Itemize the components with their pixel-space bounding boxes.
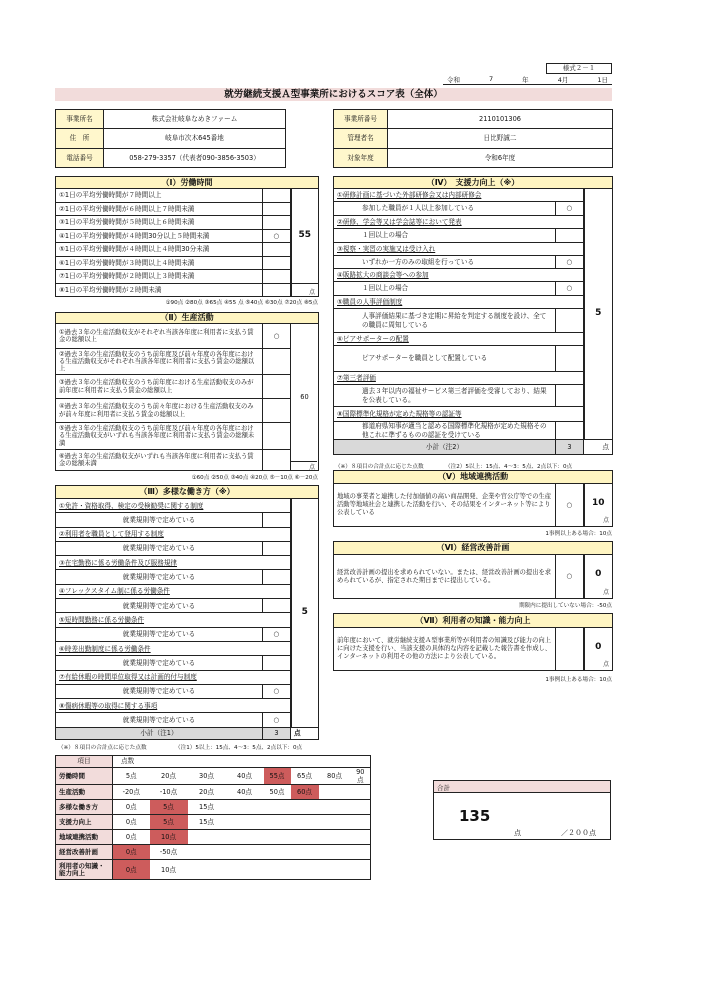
info-value: 令和6年度 bbox=[388, 148, 613, 167]
criteria-heading-row bbox=[56, 641, 319, 655]
subtotal-value: 3 bbox=[556, 440, 584, 455]
criteria-heading: ④フレックスタイム制に係る労働条件 bbox=[56, 584, 291, 598]
criteria-heading: ⑥ピアサポーターの配置 bbox=[334, 333, 584, 346]
criteria-text: 人事評価結果に基づき定期に昇給を判定する制度を設け、全ての職員に周知している bbox=[334, 309, 556, 333]
criteria-heading-row bbox=[56, 499, 319, 513]
check-mark[interactable] bbox=[263, 570, 291, 584]
criteria-heading: ③視察・実習の実施又は受け入れ bbox=[334, 243, 584, 256]
summary-cell-selected: 0点 bbox=[113, 860, 150, 880]
summary-cell: 20点 bbox=[150, 768, 188, 785]
summary-cell: 0点 bbox=[113, 800, 150, 815]
date-era: 令和 bbox=[447, 76, 460, 84]
summary-cell-empty bbox=[319, 845, 351, 860]
summary-cell: 40点 bbox=[226, 785, 264, 800]
criteria-row bbox=[334, 309, 613, 333]
check-mark[interactable]: ○ bbox=[263, 324, 291, 349]
check-mark[interactable]: ○ bbox=[556, 282, 584, 296]
criteria-heading: ⑤職員の人事評価制度 bbox=[334, 296, 584, 309]
criteria-text: 就業規則等で定めている bbox=[56, 541, 263, 555]
summary-row-label: 地域連携活動 bbox=[56, 830, 113, 845]
criteria-text: 就業規則等で定めている bbox=[56, 513, 263, 527]
summary-row-label: 支援力向上 bbox=[56, 815, 113, 830]
check-mark[interactable] bbox=[263, 423, 291, 450]
summary-cell: 0点 bbox=[113, 815, 150, 830]
info-label: 対象年度 bbox=[334, 148, 388, 167]
criteria-heading: ②研修、学会等又は学会誌等において発表 bbox=[334, 216, 584, 229]
summary-row bbox=[56, 845, 371, 860]
criteria-heading-row bbox=[334, 243, 613, 256]
document-date bbox=[443, 75, 612, 85]
summary-cell-empty bbox=[264, 815, 291, 830]
criteria-heading-row bbox=[56, 584, 319, 598]
summary-cell-empty bbox=[351, 800, 371, 815]
check-mark[interactable] bbox=[263, 656, 291, 670]
summary-cell-selected: 5点 bbox=[150, 800, 188, 815]
date-year: 7 bbox=[489, 75, 494, 83]
criteria-heading-row bbox=[334, 296, 613, 309]
criteria-heading-row bbox=[334, 269, 613, 282]
section-header: （Ⅰ）労働時間 bbox=[56, 177, 319, 189]
criteria-heading: ⑥時差出勤制度に係る労働条件 bbox=[56, 641, 291, 655]
summary-cell-empty bbox=[291, 815, 319, 830]
criteria-text: 地域の事業者と連携した付加価値の高い商品開発、企業や官公庁等での生産活動等地域社会と連携した活動を行い、その結果をインターネット等により公表している bbox=[334, 484, 556, 527]
subtotal-label: 小計（注1） bbox=[56, 727, 263, 739]
summary-cell: 90点 bbox=[351, 768, 371, 785]
check-mark[interactable] bbox=[263, 349, 291, 375]
summary-cell-empty bbox=[351, 845, 371, 860]
summary-cell: 0点 bbox=[113, 830, 150, 845]
info-label: 事業所番号 bbox=[334, 110, 388, 129]
criteria-row bbox=[334, 555, 613, 599]
summary-cell: 10点 bbox=[150, 860, 188, 880]
section-header: （Ⅳ） 支援力向上（※） bbox=[334, 177, 613, 189]
criteria-text: ②過去３年の生産活動収支のうち前年度及び前々年度の各年度における生産活動収支がそれぞれ当該各年度に利用者に支払う賃金の総額以上 bbox=[56, 349, 263, 375]
check-mark[interactable]: ○ bbox=[556, 555, 584, 599]
section-score: 0 bbox=[595, 642, 602, 652]
summary-cell-selected: 0点 bbox=[113, 845, 150, 860]
check-mark[interactable] bbox=[263, 202, 291, 216]
info-row bbox=[56, 110, 286, 129]
check-mark[interactable] bbox=[263, 256, 291, 270]
section-7-user-skills-note: 1事例以上ある場合：10点 bbox=[545, 677, 612, 683]
section-6-management-plan bbox=[333, 541, 613, 599]
section-score: 0 bbox=[595, 569, 602, 579]
criteria-row bbox=[56, 399, 319, 423]
summary-cell: 15点 bbox=[188, 815, 226, 830]
summary-cell: -10点 bbox=[150, 785, 188, 800]
criteria-row bbox=[334, 256, 613, 269]
section-1-note: ①90点 ②80点 ③65点 ④55 点 ⑤40点 ⑥30点 ⑦20点 ⑧5点 bbox=[165, 300, 318, 306]
summary-cell: 30点 bbox=[188, 768, 226, 785]
summary-row bbox=[56, 860, 371, 880]
criteria-text: ピアサポーターを職員として配置している bbox=[334, 346, 556, 372]
total-unit: 点 bbox=[514, 829, 521, 837]
info-value: 株式会社岐阜なめきファーム bbox=[104, 110, 286, 129]
criteria-heading-row bbox=[56, 556, 319, 570]
summary-cell-empty bbox=[264, 800, 291, 815]
summary-cell-empty bbox=[351, 815, 371, 830]
criteria-heading: ⑧傷病休暇等の取得に関する事項 bbox=[56, 699, 291, 713]
summary-cell-selected: 5点 bbox=[150, 815, 188, 830]
criteria-text: 就業規則等で定めている bbox=[56, 684, 263, 698]
criteria-heading-row bbox=[334, 216, 613, 229]
summary-row bbox=[56, 815, 371, 830]
section-3-diverse-work bbox=[55, 485, 319, 740]
section-6-management-plan-note: 期限内に提出していない場合：-50点 bbox=[518, 603, 612, 609]
subtotal-label: 小計（注2） bbox=[334, 440, 556, 455]
summary-row-label: 経営改善計画 bbox=[56, 845, 113, 860]
criteria-text: いずれか一方のみの取組を行っている bbox=[334, 256, 556, 269]
criteria-heading-row bbox=[56, 613, 319, 627]
criteria-heading: ⑤短時間勤務に係る労働条件 bbox=[56, 613, 291, 627]
summary-cell-empty bbox=[188, 830, 226, 845]
criteria-row bbox=[56, 513, 319, 527]
criteria-row bbox=[56, 713, 319, 727]
summary-cell: -50点 bbox=[150, 845, 188, 860]
total-label: 合計 bbox=[434, 781, 610, 793]
check-mark[interactable] bbox=[556, 346, 584, 372]
date-day: 1日 bbox=[597, 76, 608, 84]
criteria-text: １回以上の場合 bbox=[334, 229, 556, 243]
criteria-row bbox=[334, 484, 613, 527]
summary-cell-empty bbox=[319, 785, 351, 800]
criteria-row bbox=[334, 385, 613, 407]
section-header: （Ⅱ）生産活動 bbox=[56, 313, 319, 324]
criteria-text: ①1日の平均労働時間が７時間以上 bbox=[56, 189, 263, 203]
page-title: 就労継続支援Ａ型事業所におけるスコア表（全体） bbox=[55, 88, 612, 101]
points-unit: 点 bbox=[603, 660, 610, 668]
info-row bbox=[334, 110, 613, 129]
info-label: 事業所名 bbox=[56, 110, 104, 129]
criteria-heading-row bbox=[56, 699, 319, 713]
check-mark[interactable]: ○ bbox=[263, 713, 291, 727]
criteria-heading-row bbox=[56, 670, 319, 684]
summary-row-label: 労働時間 bbox=[56, 768, 113, 785]
criteria-row bbox=[56, 324, 319, 349]
criteria-text: ④過去３年の生産活動収支のうち前々年度における生産活動収支のみが前々年度に利用者に支払う賃金の総額以上 bbox=[56, 399, 263, 423]
section-score: 5 bbox=[291, 499, 319, 728]
info-row bbox=[56, 129, 286, 148]
section-4-note-2: （注2）5以上：15点、4～3：5点、2点以下：0点 bbox=[445, 464, 573, 470]
section-score: 60 bbox=[291, 324, 319, 471]
section-header: （Ⅴ）地域連携活動 bbox=[334, 471, 613, 484]
check-mark[interactable] bbox=[556, 422, 584, 440]
summary-row bbox=[56, 785, 371, 800]
criteria-heading-row bbox=[334, 407, 613, 422]
criteria-row bbox=[56, 189, 319, 203]
summary-cell-empty bbox=[319, 800, 351, 815]
summary-row bbox=[56, 768, 371, 785]
criteria-text: ③1日の平均労働時間が５時間以上６時間未満 bbox=[56, 216, 263, 230]
info-value: 058-279-3357（代表者090-3856-3503） bbox=[104, 148, 286, 167]
summary-cell-empty bbox=[351, 830, 371, 845]
summary-header-points: 点数 bbox=[113, 756, 371, 768]
criteria-text: ⑦1日の平均労働時間が２時間以上３時間未満 bbox=[56, 270, 263, 284]
summary-row-label: 生産活動 bbox=[56, 785, 113, 800]
score-summary-table bbox=[55, 755, 371, 880]
summary-row-label: 利用者の知識・能力向上 bbox=[56, 860, 113, 880]
summary-cell: 40点 bbox=[226, 768, 264, 785]
info-value: 岐阜市次木645番地 bbox=[104, 129, 286, 148]
summary-cell-empty bbox=[226, 800, 264, 815]
summary-cell-selected: 60点 bbox=[291, 785, 319, 800]
info-label: 管理者名 bbox=[334, 129, 388, 148]
summary-cell: 65点 bbox=[291, 768, 319, 785]
criteria-heading: ②利用者を職員として登用する制度 bbox=[56, 527, 291, 541]
criteria-row bbox=[334, 628, 613, 671]
criteria-text: 就業規則等で定めている bbox=[56, 656, 263, 670]
summary-cell-empty bbox=[291, 845, 319, 860]
criteria-text: ①過去３年の生産活動収支がそれぞれ当該各年度に利用者に支払う賃金の総額以上 bbox=[56, 324, 263, 349]
criteria-row bbox=[56, 627, 319, 641]
info-row bbox=[56, 148, 286, 167]
info-value: 2110101306 bbox=[388, 110, 613, 129]
summary-cell-empty bbox=[226, 830, 264, 845]
check-mark[interactable] bbox=[263, 189, 291, 203]
summary-cell-empty bbox=[291, 860, 319, 880]
section-score-cell bbox=[584, 484, 613, 527]
criteria-text: ⑥過去３年の生産活動収支がいずれも当該各年度に利用者に支払う賃金の総額未満 bbox=[56, 450, 263, 471]
info-row bbox=[334, 148, 613, 167]
check-mark[interactable] bbox=[556, 229, 584, 243]
check-mark[interactable] bbox=[263, 599, 291, 613]
info-value: 日比野誠二 bbox=[388, 129, 613, 148]
criteria-row bbox=[56, 229, 319, 243]
check-mark[interactable] bbox=[263, 399, 291, 423]
summary-cell-empty bbox=[226, 860, 264, 880]
criteria-row bbox=[56, 450, 319, 471]
check-mark[interactable] bbox=[263, 541, 291, 555]
criteria-row bbox=[56, 243, 319, 257]
criteria-text: 就業規則等で定めている bbox=[56, 713, 263, 727]
criteria-row bbox=[56, 375, 319, 399]
summary-cell: 15点 bbox=[188, 800, 226, 815]
summary-cell: 50点 bbox=[264, 785, 291, 800]
check-mark[interactable]: ○ bbox=[556, 484, 584, 527]
section-4-note-1: （※）８項目の合計点に応じた点数 bbox=[335, 464, 424, 470]
section-3-note-2: （注1）5以上：15点、4～3：5点、2点以下：0点 bbox=[175, 745, 303, 751]
criteria-heading: ①免許・資格取得、検定の受検勧奨に関する制度 bbox=[56, 499, 291, 513]
criteria-row bbox=[56, 270, 319, 284]
criteria-row bbox=[56, 541, 319, 555]
check-mark[interactable] bbox=[263, 216, 291, 230]
criteria-heading-row bbox=[334, 333, 613, 346]
criteria-row bbox=[56, 656, 319, 670]
criteria-row bbox=[334, 346, 613, 372]
criteria-text: １回以上の場合 bbox=[334, 282, 556, 296]
summary-cell: 20点 bbox=[188, 785, 226, 800]
summary-cell-selected: 10点 bbox=[150, 830, 188, 845]
check-mark[interactable] bbox=[263, 450, 291, 471]
section-header: （Ⅲ）多様な働き方（※） bbox=[56, 486, 319, 499]
criteria-text: 過去３年以内の福祉サービス第三者評価を受審しており、結果を公表している。 bbox=[334, 385, 556, 407]
summary-cell-empty bbox=[351, 860, 371, 880]
summary-cell: 80点 bbox=[319, 768, 351, 785]
criteria-text: ③過去３年の生産活動収支のうち前年度における生産活動収支のみが前年度に利用者に支払う賃金の総額以上 bbox=[56, 375, 263, 399]
criteria-text: ⑤過去３年の生産活動収支のうち前年度及び前々年度の各年度における生産活動収支がいずれも当該各年度に利用者に支払う賃金の総額未満 bbox=[56, 423, 263, 450]
summary-cell-empty bbox=[226, 815, 264, 830]
form-number: 様式２－１ bbox=[546, 63, 612, 74]
summary-cell-empty bbox=[188, 845, 226, 860]
points-unit: 点 bbox=[602, 516, 609, 524]
criteria-text: 参加した職員が１人以上参加している bbox=[334, 202, 556, 216]
summary-cell-empty bbox=[264, 860, 291, 880]
check-mark[interactable] bbox=[263, 270, 291, 284]
points-unit: 点 bbox=[603, 588, 610, 596]
criteria-heading-row bbox=[334, 189, 613, 202]
summary-cell-empty bbox=[188, 860, 226, 880]
summary-row bbox=[56, 800, 371, 815]
section-2-note: ①60点 ②50点 ③40点 ④20点 ⑤－10点 ⑥－20点 bbox=[191, 475, 318, 481]
criteria-row bbox=[56, 283, 319, 297]
check-mark[interactable] bbox=[556, 628, 584, 671]
summary-row-label: 多様な働き方 bbox=[56, 800, 113, 815]
criteria-row bbox=[56, 599, 319, 613]
section-5-community-note: 1事例以上ある場合：10点 bbox=[545, 531, 612, 537]
info-label: 電話番号 bbox=[56, 148, 104, 167]
info-row bbox=[334, 129, 613, 148]
criteria-text: 就業規則等で定めている bbox=[56, 570, 263, 584]
criteria-text: 就業規則等で定めている bbox=[56, 599, 263, 613]
check-mark[interactable] bbox=[263, 243, 291, 257]
section-header: （Ⅶ）利用者の知識・能力向上 bbox=[334, 614, 613, 628]
section-header: （Ⅵ）経営改善計画 bbox=[334, 542, 613, 555]
check-mark[interactable] bbox=[556, 309, 584, 333]
section-5-community bbox=[333, 470, 613, 527]
criteria-text: ⑧1日の平均労働時間が２時間未満 bbox=[56, 283, 263, 297]
summary-cell-empty bbox=[351, 785, 371, 800]
criteria-row bbox=[56, 684, 319, 698]
check-mark[interactable] bbox=[263, 513, 291, 527]
criteria-heading: ⑦第三者評価 bbox=[334, 372, 584, 385]
points-unit: 点 bbox=[291, 461, 317, 470]
section-score: 5 bbox=[584, 189, 613, 440]
summary-header-item: 項目 bbox=[56, 756, 113, 768]
section-score: 55 bbox=[291, 189, 319, 284]
criteria-row bbox=[334, 202, 613, 216]
criteria-text: 就業規則等で定めている bbox=[56, 627, 263, 641]
section-2-production bbox=[55, 312, 319, 471]
check-mark[interactable]: ○ bbox=[263, 627, 291, 641]
info-label: 住 所 bbox=[56, 129, 104, 148]
section-4-support-capacity bbox=[333, 176, 613, 455]
section-score-cell bbox=[584, 555, 613, 599]
section-score-cell bbox=[584, 628, 613, 671]
section-7-user-skills bbox=[333, 613, 613, 671]
check-mark[interactable]: ○ bbox=[556, 256, 584, 269]
check-mark[interactable] bbox=[263, 283, 291, 297]
summary-cell-empty bbox=[291, 830, 319, 845]
criteria-heading: ①研修計画に基づいた外部研修会又は内部研修会 bbox=[334, 189, 584, 202]
summary-cell-empty bbox=[264, 830, 291, 845]
criteria-text: 都道府県知事が適当と認める国際標準化規格が定めた規格その他これに準ずるものの認証を受けている bbox=[334, 422, 556, 440]
criteria-heading: ④販路拡大の商談会等への参加 bbox=[334, 269, 584, 282]
summary-cell-empty bbox=[319, 830, 351, 845]
criteria-heading: ⑦有給休暇の時間単位取得又は計画的付与制度 bbox=[56, 670, 291, 684]
total-max: ／２００点 bbox=[561, 829, 596, 837]
summary-cell-empty bbox=[319, 815, 351, 830]
info-left-table bbox=[55, 109, 286, 168]
check-mark[interactable] bbox=[263, 375, 291, 399]
points-unit: 点 bbox=[291, 283, 319, 297]
criteria-text: ⑥1日の平均労働時間が３時間以上４時間未満 bbox=[56, 256, 263, 270]
criteria-row bbox=[56, 216, 319, 230]
criteria-heading: ⑧国際標準化規格が定めた規格等の認証等 bbox=[334, 407, 584, 422]
criteria-row bbox=[56, 570, 319, 584]
total-box bbox=[433, 780, 611, 840]
criteria-heading-row bbox=[56, 527, 319, 541]
subtotal-value: 3 bbox=[263, 727, 291, 739]
criteria-row bbox=[334, 422, 613, 440]
subtotal-row bbox=[56, 727, 319, 739]
date-year-unit: 年 bbox=[522, 76, 529, 84]
check-mark[interactable] bbox=[556, 385, 584, 407]
criteria-text: 前年度において、就労継続支援Ａ型事業所等が利用者の知識及び能力の向上に向けた支援を行い、当該支援の具体的な内容を記載した報告書を作成し、インターネットの利用その他の方法により公表している。 bbox=[334, 628, 556, 671]
summary-cell-empty bbox=[291, 800, 319, 815]
summary-cell: 5点 bbox=[113, 768, 150, 785]
points-unit: 点 bbox=[584, 440, 613, 455]
criteria-text: ④1日の平均労働時間が４時間30分以上５時間未満 bbox=[56, 229, 263, 243]
check-mark[interactable]: ○ bbox=[556, 202, 584, 216]
summary-cell-empty bbox=[226, 845, 264, 860]
criteria-heading-row bbox=[334, 372, 613, 385]
date-month: 4月 bbox=[557, 76, 569, 84]
summary-row bbox=[56, 830, 371, 845]
criteria-row bbox=[334, 282, 613, 296]
total-value: 135 bbox=[459, 807, 491, 825]
summary-cell-empty bbox=[319, 860, 351, 880]
points-unit: 点 bbox=[291, 727, 319, 739]
summary-cell-selected: 55点 bbox=[264, 768, 291, 785]
criteria-row bbox=[56, 423, 319, 450]
check-mark[interactable]: ○ bbox=[263, 684, 291, 698]
criteria-row bbox=[56, 349, 319, 375]
info-right-table bbox=[333, 109, 613, 168]
subtotal-row bbox=[334, 440, 613, 455]
summary-cell: -20点 bbox=[113, 785, 150, 800]
criteria-text: 経営改善計画の提出を求められていない。または、経営改善計画の提出を求められているが、指定された期日までに提出している。 bbox=[334, 555, 556, 599]
summary-cell-empty bbox=[264, 845, 291, 860]
section-score: 10 bbox=[591, 498, 605, 508]
criteria-row bbox=[334, 229, 613, 243]
section-1-working-hours bbox=[55, 176, 319, 297]
check-mark[interactable]: ○ bbox=[263, 229, 291, 243]
criteria-text: ②1日の平均労働時間が６時間以上７時間未満 bbox=[56, 202, 263, 216]
criteria-row bbox=[56, 256, 319, 270]
criteria-heading: ③在宅勤務に係る労働条件及び服務規律 bbox=[56, 556, 291, 570]
criteria-row bbox=[56, 202, 319, 216]
criteria-text: ⑤1日の平均労働時間が４時間以上４時間30分未満 bbox=[56, 243, 263, 257]
section-3-note-1: （※）８項目の合計点に応じた点数 bbox=[58, 745, 147, 751]
